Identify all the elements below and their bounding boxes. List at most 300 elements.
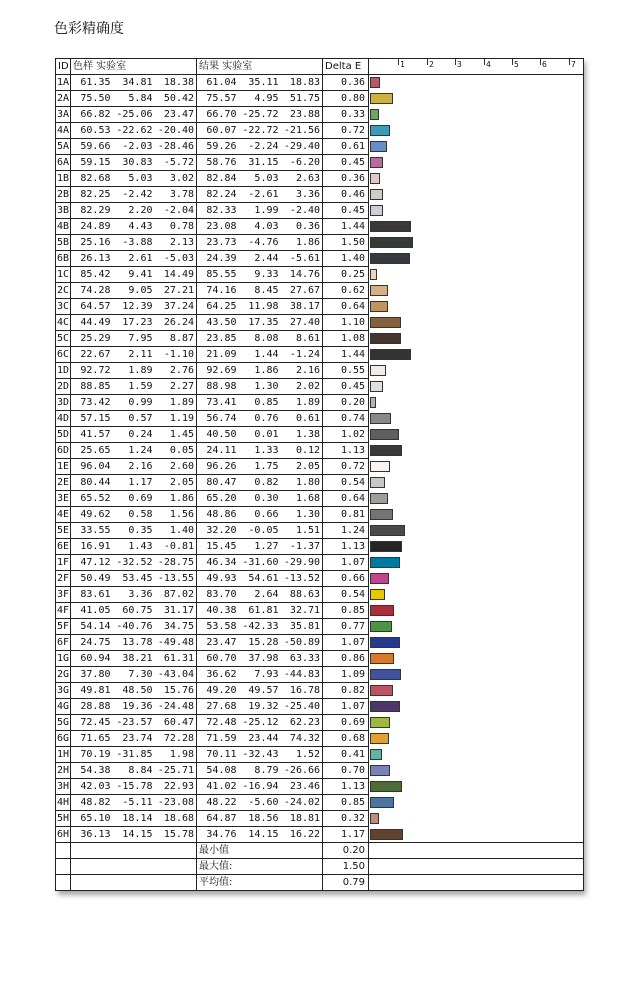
result-L-value: 49.20 [197,683,239,699]
result-a-value: 1.27 [239,539,281,555]
delta-e-bar-cell [369,427,584,443]
delta-e-bar-cell [369,91,584,107]
delta-e-bar [370,301,388,312]
result-L-value: 61.04 [197,75,239,91]
summary-row [56,875,584,891]
delta-e-bar [370,717,390,728]
table-row [56,379,584,395]
result-L-value: 96.26 [197,459,239,475]
delta-e-bar-cell [369,171,584,187]
table-row [56,411,584,427]
delta-e-bar [370,157,383,168]
patch-id: 4B [56,219,71,235]
delta-e-value: 0.69 [323,715,369,731]
result-a-value: 17.35 [239,315,281,331]
delta-e-value: 0.32 [323,811,369,827]
result-L-value: 85.55 [197,267,239,283]
target-L-value: 25.29 [71,331,113,347]
target-L-value: 24.89 [71,219,113,235]
target-b-value: 2.27 [155,379,197,395]
target-a-value: 18.14 [113,811,155,827]
result-L-value: 23.85 [197,331,239,347]
result-a-value: -0.05 [239,523,281,539]
target-L-value: 61.35 [71,75,113,91]
result-L-value: 83.70 [197,587,239,603]
result-b-value: 62.23 [281,715,323,731]
result-b-value: 0.61 [281,411,323,427]
result-a-value: 1.86 [239,363,281,379]
target-b-value: 26.24 [155,315,197,331]
result-a-value: 4.03 [239,219,281,235]
target-b-value: 1.45 [155,427,197,443]
delta-e-value: 0.72 [323,459,369,475]
delta-e-bar [370,733,389,744]
result-L-value: 15.45 [197,539,239,555]
table-row [56,795,584,811]
target-L-value: 80.44 [71,475,113,491]
result-L-value: 60.07 [197,123,239,139]
delta-e-value: 0.41 [323,747,369,763]
result-L-value: 43.50 [197,315,239,331]
target-L-value: 70.19 [71,747,113,763]
result-a-value: 8.08 [239,331,281,347]
table-row [56,523,584,539]
delta-e-bar [370,525,405,536]
target-L-value: 82.25 [71,187,113,203]
delta-e-bar-cell [369,683,584,699]
patch-id: 3G [56,683,71,699]
target-b-value: 2.13 [155,235,197,251]
delta-e-bar [370,173,380,184]
scale-tick [398,59,399,65]
table-row [56,459,584,475]
result-a-value: -5.60 [239,795,281,811]
delta-e-bar [370,269,377,280]
table-row [56,171,584,187]
result-a-value: 18.56 [239,811,281,827]
target-a-value: -2.03 [113,139,155,155]
result-L-value: 60.70 [197,651,239,667]
delta-e-value: 0.61 [323,139,369,155]
patch-id: 4A [56,123,71,139]
delta-e-value: 0.77 [323,619,369,635]
target-a-value: 23.74 [113,731,155,747]
result-L-value: 54.08 [197,763,239,779]
result-L-value: 70.11 [197,747,239,763]
result-a-value: -22.72 [239,123,281,139]
delta-e-bar [370,253,410,264]
delta-e-bar-cell [369,299,584,315]
result-a-value: 0.82 [239,475,281,491]
target-b-value: 14.49 [155,267,197,283]
target-a-value: -15.78 [113,779,155,795]
target-b-value: -23.08 [155,795,197,811]
patch-id: 5C [56,331,71,347]
header-target-lab: 色样 实验室 [71,59,197,75]
result-L-value: 34.76 [197,827,239,843]
delta-e-bar [370,605,394,616]
target-a-value: 38.21 [113,651,155,667]
target-b-value: 31.17 [155,603,197,619]
table-row [56,475,584,491]
scale-tick-label: 1 [400,60,405,69]
target-a-value: 0.99 [113,395,155,411]
target-a-value: 2.20 [113,203,155,219]
result-L-value: 40.38 [197,603,239,619]
result-b-value: 2.63 [281,171,323,187]
result-b-value: 1.52 [281,747,323,763]
table-row [56,651,584,667]
result-b-value: 0.12 [281,443,323,459]
delta-e-bar [370,77,380,88]
scale-tick-label: 7 [571,60,576,69]
result-L-value: 49.93 [197,571,239,587]
delta-e-bar-cell [369,795,584,811]
table-row [56,395,584,411]
result-L-value: 58.76 [197,155,239,171]
target-b-value: -2.04 [155,203,197,219]
header-result-lab: 结果 实验室 [197,59,323,75]
target-b-value: 18.38 [155,75,197,91]
delta-e-value: 0.54 [323,587,369,603]
patch-id: 3A [56,107,71,123]
delta-e-bar-cell [369,475,584,491]
patch-id: 5D [56,427,71,443]
target-L-value: 57.15 [71,411,113,427]
delta-e-bar-cell [369,667,584,683]
result-L-value: 46.34 [197,555,239,571]
result-b-value: 38.17 [281,299,323,315]
result-b-value: 8.61 [281,331,323,347]
target-L-value: 71.65 [71,731,113,747]
target-L-value: 92.72 [71,363,113,379]
delta-e-bar [370,237,413,248]
table-row [56,507,584,523]
patch-id: 4G [56,699,71,715]
result-a-value: 1.33 [239,443,281,459]
result-a-value: -2.24 [239,139,281,155]
result-b-value: -26.66 [281,763,323,779]
summary-value: 0.20 [323,843,369,859]
result-L-value: 80.47 [197,475,239,491]
target-a-value: 48.50 [113,683,155,699]
result-a-value: 15.28 [239,635,281,651]
result-b-value: -2.40 [281,203,323,219]
target-L-value: 65.10 [71,811,113,827]
delta-e-value: 1.17 [323,827,369,843]
result-a-value: -4.76 [239,235,281,251]
delta-e-bar [370,749,382,760]
target-b-value: 2.05 [155,475,197,491]
scale-tick [427,59,428,65]
delta-e-bar [370,109,379,120]
patch-id: 2B [56,187,71,203]
delta-e-value: 1.13 [323,443,369,459]
result-L-value: 65.20 [197,491,239,507]
summary-row [56,859,584,875]
result-b-value: 2.02 [281,379,323,395]
target-b-value: 87.02 [155,587,197,603]
result-a-value: 11.98 [239,299,281,315]
delta-e-scale [369,59,584,75]
patch-id: 5H [56,811,71,827]
result-a-value: -2.61 [239,187,281,203]
delta-e-value: 0.45 [323,379,369,395]
result-L-value: 40.50 [197,427,239,443]
result-b-value: 27.40 [281,315,323,331]
header-row [56,59,584,75]
target-a-value: 2.11 [113,347,155,363]
result-a-value: 0.01 [239,427,281,443]
result-b-value: 88.63 [281,587,323,603]
result-b-value: 1.89 [281,395,323,411]
delta-e-bar-cell [369,555,584,571]
delta-e-value: 1.08 [323,331,369,347]
table-row [56,203,584,219]
result-b-value: -50.89 [281,635,323,651]
target-L-value: 25.65 [71,443,113,459]
target-a-value: -25.06 [113,107,155,123]
target-L-value: 49.62 [71,507,113,523]
result-a-value: 23.44 [239,731,281,747]
patch-id: 1H [56,747,71,763]
result-L-value: 23.73 [197,235,239,251]
result-b-value: 18.81 [281,811,323,827]
summary-bar-blank [369,875,584,891]
scale-tick [569,59,570,65]
target-b-value: 1.19 [155,411,197,427]
delta-e-value: 1.13 [323,539,369,555]
delta-e-bar-cell [369,283,584,299]
summary-bar-blank [369,843,584,859]
result-a-value: 0.30 [239,491,281,507]
summary-blank [56,859,71,875]
result-L-value: 74.16 [197,283,239,299]
delta-e-bar [370,285,388,296]
table-row [56,667,584,683]
result-L-value: 59.26 [197,139,239,155]
summary-label: 最小值 [197,843,323,859]
delta-e-bar [370,797,394,808]
target-a-value: 1.43 [113,539,155,555]
delta-e-value: 1.07 [323,555,369,571]
result-b-value: -1.37 [281,539,323,555]
target-b-value: -28.75 [155,555,197,571]
delta-e-bar [370,653,394,664]
target-a-value: 3.36 [113,587,155,603]
target-L-value: 65.52 [71,491,113,507]
table-row [56,139,584,155]
delta-e-bar [370,541,402,552]
delta-e-bar-cell [369,459,584,475]
result-b-value: -1.24 [281,347,323,363]
result-L-value: 23.08 [197,219,239,235]
result-b-value: 0.36 [281,219,323,235]
delta-e-bar-cell [369,731,584,747]
table-row [56,491,584,507]
delta-e-bar-cell [369,747,584,763]
patch-id: 2C [56,283,71,299]
target-b-value: 3.02 [155,171,197,187]
result-b-value: 23.46 [281,779,323,795]
table-row [56,699,584,715]
delta-e-value: 0.66 [323,571,369,587]
delta-e-bar-cell [369,779,584,795]
target-L-value: 22.67 [71,347,113,363]
patch-id: 4F [56,603,71,619]
target-b-value: 1.56 [155,507,197,523]
table-row [56,299,584,315]
result-b-value: 3.36 [281,187,323,203]
target-a-value: 0.35 [113,523,155,539]
target-L-value: 50.49 [71,571,113,587]
result-L-value: 82.33 [197,203,239,219]
delta-e-value: 0.46 [323,187,369,203]
target-L-value: 54.14 [71,619,113,635]
delta-e-value: 0.45 [323,203,369,219]
result-a-value: 0.66 [239,507,281,523]
delta-e-bar-cell [369,187,584,203]
delta-e-bar-cell [369,763,584,779]
delta-e-bar-cell [369,443,584,459]
delta-e-value: 0.54 [323,475,369,491]
table-row [56,91,584,107]
delta-e-bar [370,205,383,216]
table-row [56,331,584,347]
result-L-value: 23.47 [197,635,239,651]
delta-e-bar [370,125,390,136]
target-a-value: 0.57 [113,411,155,427]
result-a-value: 37.98 [239,651,281,667]
target-a-value: -23.57 [113,715,155,731]
result-b-value: 1.80 [281,475,323,491]
delta-e-bar-cell [369,587,584,603]
delta-e-bar [370,365,386,376]
delta-e-bar-cell [369,395,584,411]
result-b-value: 1.86 [281,235,323,251]
target-L-value: 42.03 [71,779,113,795]
delta-e-bar [370,685,393,696]
result-L-value: 72.48 [197,715,239,731]
patch-id: 1A [56,75,71,91]
summary-blank [71,859,197,875]
delta-e-bar [370,349,411,360]
table-row [56,283,584,299]
target-a-value: 1.89 [113,363,155,379]
target-L-value: 72.45 [71,715,113,731]
target-b-value: 60.47 [155,715,197,731]
patch-id: 6H [56,827,71,843]
table-row [56,555,584,571]
target-b-value: 37.24 [155,299,197,315]
target-L-value: 73.42 [71,395,113,411]
delta-e-bar [370,493,388,504]
delta-e-bar [370,93,393,104]
target-L-value: 28.88 [71,699,113,715]
delta-e-bar [370,621,392,632]
result-a-value: 35.11 [239,75,281,91]
table-row [56,811,584,827]
scale-tick [540,59,541,65]
delta-e-value: 0.85 [323,795,369,811]
target-L-value: 85.42 [71,267,113,283]
delta-e-value: 0.80 [323,91,369,107]
delta-e-bar-cell [369,491,584,507]
delta-e-value: 1.10 [323,315,369,331]
patch-id: 6C [56,347,71,363]
target-a-value: 1.17 [113,475,155,491]
result-L-value: 24.39 [197,251,239,267]
header-delta-e: Delta E [323,59,369,75]
target-a-value: 8.84 [113,763,155,779]
patch-id: 3C [56,299,71,315]
target-L-value: 82.29 [71,203,113,219]
result-a-value: 1.30 [239,379,281,395]
result-b-value: 1.68 [281,491,323,507]
result-L-value: 27.68 [197,699,239,715]
target-L-value: 25.16 [71,235,113,251]
result-b-value: 1.51 [281,523,323,539]
result-L-value: 64.87 [197,811,239,827]
result-a-value: 1.75 [239,459,281,475]
scale-tick [484,59,485,65]
target-b-value: -25.71 [155,763,197,779]
summary-value: 0.79 [323,875,369,891]
delta-e-bar [370,461,390,472]
patch-id: 2H [56,763,71,779]
result-a-value: 0.85 [239,395,281,411]
target-b-value: 1.98 [155,747,197,763]
target-b-value: 15.76 [155,683,197,699]
target-b-value: 1.40 [155,523,197,539]
patch-id: 6B [56,251,71,267]
target-a-value: -40.76 [113,619,155,635]
result-L-value: 75.57 [197,91,239,107]
table-row [56,267,584,283]
result-b-value: -5.61 [281,251,323,267]
patch-id: 1D [56,363,71,379]
table-row [56,731,584,747]
delta-e-value: 1.50 [323,235,369,251]
target-b-value: 22.93 [155,779,197,795]
table-row [56,539,584,555]
target-a-value: 2.61 [113,251,155,267]
result-a-value: -31.60 [239,555,281,571]
target-a-value: -32.52 [113,555,155,571]
result-b-value: 63.33 [281,651,323,667]
result-L-value: 88.98 [197,379,239,395]
result-a-value: 0.76 [239,411,281,427]
delta-e-bar-cell [369,571,584,587]
patch-id: 2A [56,91,71,107]
patch-id: 1E [56,459,71,475]
result-b-value: -44.83 [281,667,323,683]
target-a-value: 13.78 [113,635,155,651]
delta-e-bar-cell [369,619,584,635]
result-a-value: 2.44 [239,251,281,267]
table-row [56,603,584,619]
result-L-value: 32.20 [197,523,239,539]
delta-e-bar [370,781,402,792]
target-b-value: 0.78 [155,219,197,235]
delta-e-bar [370,765,390,776]
delta-e-bar [370,589,385,600]
table-row [56,747,584,763]
delta-e-bar-cell [369,331,584,347]
table-row [56,827,584,843]
result-b-value: 51.75 [281,91,323,107]
target-L-value: 64.57 [71,299,113,315]
